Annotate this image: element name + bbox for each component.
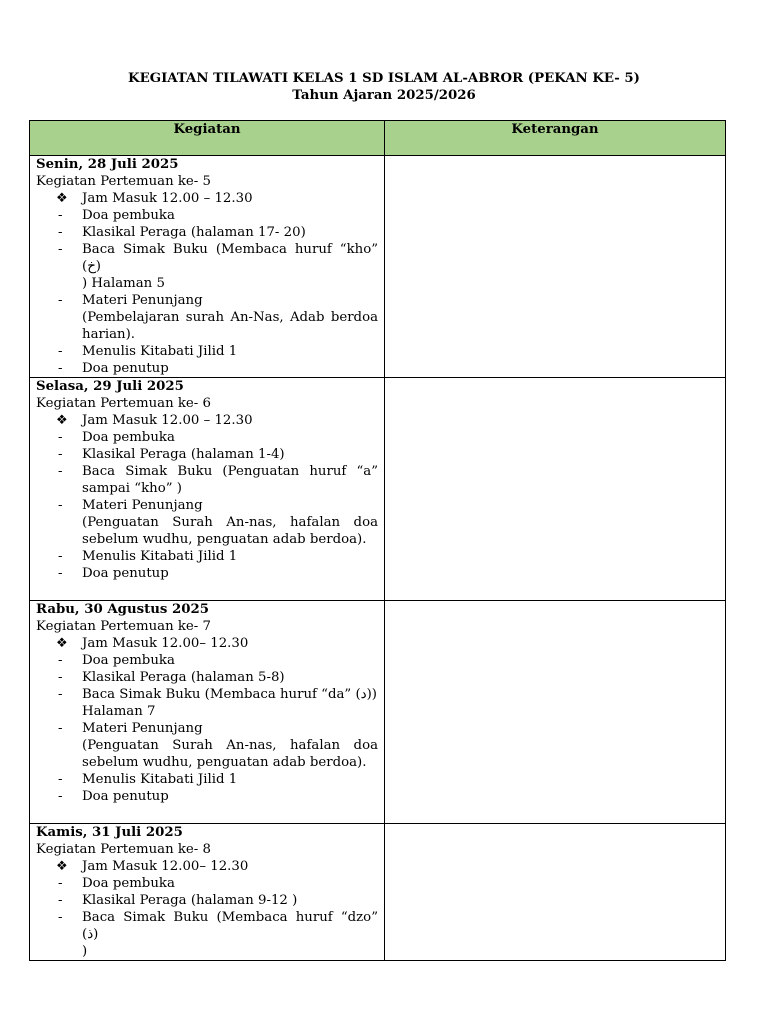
item-text: Menulis Kitabati Jilid 1 [82, 549, 238, 564]
table-row [30, 824, 726, 961]
list-item [36, 497, 378, 514]
item-continuation: (Penguatan Surah An-nas, hafalan doa [82, 515, 378, 530]
item-text: Doa penutup [82, 789, 169, 804]
diamond-bullet-icon: ❖ [56, 636, 68, 651]
table-row [30, 601, 726, 824]
item-continuation: (Pembelajaran surah An-Nas, Adab berdoa [82, 310, 378, 325]
item-continuation: sebelum wudhu, penguatan adab berdoa). [82, 532, 367, 547]
list-item [36, 446, 378, 463]
item-continuation: harian). [82, 327, 136, 342]
item-continuation: ) Halaman 5 [82, 276, 165, 291]
list-item [36, 548, 378, 565]
list-item [36, 292, 378, 309]
dash-bullet-icon: - [58, 361, 63, 376]
item-text: Baca Simak Buku (Membaca huruf “da” (د)) [82, 687, 377, 702]
item-text: Doa pembuka [82, 653, 175, 668]
dash-bullet-icon: - [58, 447, 63, 462]
item-text: Materi Penunjang [82, 293, 203, 308]
item-text: Klasikal Peraga (halaman 9-12 ) [82, 893, 298, 908]
item-continuation: sampai “kho” ) [82, 481, 182, 496]
notes-cell[interactable] [385, 824, 726, 961]
diamond-bullet-icon: ❖ [56, 191, 68, 206]
item-text: Klasikal Peraga (halaman 17- 20) [82, 225, 306, 240]
item-text: Jam Masuk 12.00– 12.30 [82, 636, 249, 651]
list-item [36, 343, 378, 360]
item-text: Materi Penunjang [82, 498, 203, 513]
item-text: Klasikal Peraga (halaman 5-8) [82, 670, 285, 685]
meeting-label: Kegiatan Pertemuan ke- 7 [36, 619, 211, 634]
item-text: Materi Penunjang [82, 721, 203, 736]
item-text: Doa pembuka [82, 430, 175, 445]
dash-bullet-icon: - [58, 225, 63, 240]
list-item [36, 909, 378, 943]
dash-bullet-icon: - [58, 430, 63, 445]
list-item [36, 788, 378, 805]
table-row [30, 156, 726, 378]
dash-bullet-icon: - [58, 549, 63, 564]
list-item [36, 207, 378, 224]
dash-bullet-icon: - [58, 566, 63, 581]
day-title: Selasa, 29 Juli 2025 [36, 379, 184, 394]
list-item [36, 429, 378, 446]
title-line-1: KEGIATAN TILAWATI KELAS 1 SD ISLAM AL-ABROR (PEKAN KE- 5) [128, 71, 640, 86]
dash-bullet-icon: - [58, 208, 63, 223]
page-title [0, 70, 768, 104]
item-continuation: sebelum wudhu, penguatan adab berdoa). [82, 755, 367, 770]
item-text: Menulis Kitabati Jilid 1 [82, 772, 238, 787]
list-item [36, 875, 378, 892]
activity-cell [30, 156, 385, 378]
activity-cell [30, 824, 385, 961]
dash-bullet-icon: - [58, 464, 63, 479]
list-item [36, 635, 378, 652]
notes-cell[interactable] [385, 378, 726, 601]
column-header-notes: Keterangan [385, 121, 726, 156]
notes-cell[interactable] [385, 156, 726, 378]
list-item [36, 463, 378, 480]
dash-bullet-icon: - [58, 876, 63, 891]
list-item [36, 190, 378, 207]
day-title: Rabu, 30 Agustus 2025 [36, 602, 210, 617]
table-row [30, 378, 726, 601]
activity-cell [30, 601, 385, 824]
activity-table [29, 120, 726, 961]
list-item [36, 241, 378, 275]
item-continuation: (Penguatan Surah An-nas, hafalan doa [82, 738, 378, 753]
item-text: Doa pembuka [82, 876, 175, 891]
dash-bullet-icon: - [58, 687, 63, 702]
diamond-bullet-icon: ❖ [56, 859, 68, 874]
day-title: Kamis, 31 Juli 2025 [36, 825, 183, 840]
activity-cell [30, 378, 385, 601]
list-item [36, 360, 378, 377]
item-text: Doa penutup [82, 361, 169, 376]
item-text: Doa pembuka [82, 208, 175, 223]
item-text: Baca Simak Buku (Membaca huruf “kho” (خ) [82, 242, 378, 274]
dash-bullet-icon: - [58, 789, 63, 804]
list-item [36, 224, 378, 241]
meeting-label: Kegiatan Pertemuan ke- 8 [36, 842, 211, 857]
meeting-label: Kegiatan Pertemuan ke- 6 [36, 396, 211, 411]
item-text: Jam Masuk 12.00 – 12.30 [82, 191, 253, 206]
diamond-bullet-icon: ❖ [56, 413, 68, 428]
list-item [36, 652, 378, 669]
column-header-activity: Kegiatan [30, 121, 385, 156]
item-text: Klasikal Peraga (halaman 1-4) [82, 447, 285, 462]
item-text: Jam Masuk 12.00– 12.30 [82, 859, 249, 874]
dash-bullet-icon: - [58, 653, 63, 668]
dash-bullet-icon: - [58, 772, 63, 787]
meeting-label: Kegiatan Pertemuan ke- 5 [36, 174, 211, 189]
list-item [36, 858, 378, 875]
list-item [36, 686, 378, 703]
item-text: Menulis Kitabati Jilid 1 [82, 344, 238, 359]
title-line-2: Tahun Ajaran 2025/2026 [292, 88, 476, 103]
dash-bullet-icon: - [58, 910, 63, 925]
list-item [36, 565, 378, 582]
item-continuation: ) [82, 944, 88, 959]
dash-bullet-icon: - [58, 670, 63, 685]
item-text: Baca Simak Buku (Penguatan huruf “a” [82, 464, 378, 479]
dash-bullet-icon: - [58, 344, 63, 359]
item-text: Baca Simak Buku (Membaca huruf “dzo” (ذ) [82, 910, 378, 942]
dash-bullet-icon: - [58, 893, 63, 908]
list-item [36, 669, 378, 686]
list-item [36, 412, 378, 429]
dash-bullet-icon: - [58, 721, 63, 736]
table-header-row [30, 121, 726, 156]
item-text: Doa penutup [82, 566, 169, 581]
notes-cell[interactable] [385, 601, 726, 824]
dash-bullet-icon: - [58, 293, 63, 308]
item-text: Jam Masuk 12.00 – 12.30 [82, 413, 253, 428]
dash-bullet-icon: - [58, 498, 63, 513]
list-item [36, 892, 378, 909]
dash-bullet-icon: - [58, 242, 63, 257]
day-title: Senin, 28 Juli 2025 [36, 157, 179, 172]
list-item [36, 771, 378, 788]
item-continuation: Halaman 7 [82, 704, 156, 719]
list-item [36, 720, 378, 737]
